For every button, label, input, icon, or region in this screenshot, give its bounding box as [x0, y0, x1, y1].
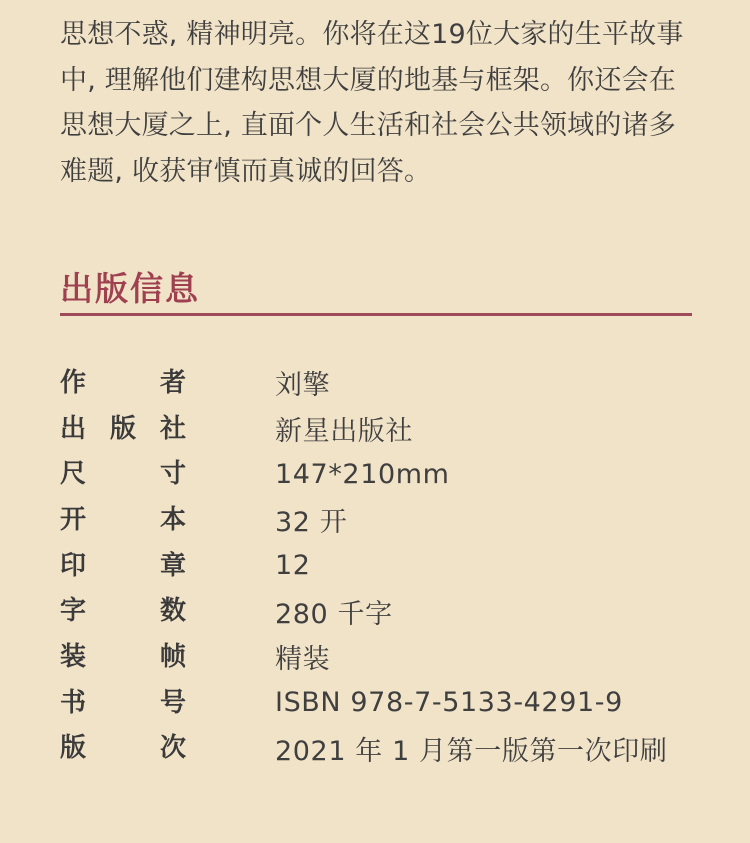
info-value-publisher: 新星出版社	[275, 416, 413, 448]
label-char: 号	[160, 687, 187, 718]
info-label	[60, 634, 275, 680]
intro-line: 思想不惑, 精神明亮。你将在这19位大家的生平故事	[60, 19, 684, 50]
label-char: 出	[60, 413, 87, 444]
label-char: 社	[160, 413, 187, 444]
info-value-format: 32 开	[275, 507, 348, 539]
info-row-author	[60, 360, 700, 406]
label-char: 字	[60, 596, 87, 627]
label-char: 尺	[60, 459, 87, 490]
info-row-binding	[60, 634, 700, 680]
info-row-format	[60, 497, 700, 543]
label-char: 章	[160, 550, 187, 581]
intro-line: 中, 理解他们建构思想大厦的地基与框架。你还会在	[60, 64, 676, 96]
info-value-size: 147*210mm	[275, 458, 450, 490]
label-char: 开	[60, 504, 87, 535]
label-char: 版	[60, 733, 87, 764]
info-row-isbn	[60, 680, 700, 726]
intro-line: 难题, 收获审慎而真诚的回答。	[60, 155, 432, 187]
info-label	[60, 543, 275, 589]
info-label	[60, 451, 275, 497]
label-char: 书	[60, 687, 87, 718]
publication-info-list	[60, 360, 700, 771]
section-title-publication-info: 出版信息	[60, 269, 200, 308]
info-value-word-count: 280 千字	[275, 598, 393, 630]
info-row-size	[60, 451, 700, 497]
info-label	[60, 726, 275, 772]
intro-paragraph	[60, 12, 700, 194]
label-char: 版	[110, 413, 137, 444]
info-value-printed-sheets: 12	[275, 550, 311, 582]
info-row-word-count	[60, 588, 700, 634]
label-char: 者	[160, 367, 187, 398]
label-char: 装	[60, 641, 87, 672]
label-char: 印	[60, 550, 87, 581]
label-char: 本	[160, 504, 187, 535]
section-divider	[60, 313, 692, 316]
label-char: 帧	[160, 641, 187, 672]
label-char: 作	[60, 367, 87, 398]
intro-line: 思想大厦之上, 直面个人生活和社会公共领域的诸多	[60, 110, 676, 141]
info-label	[60, 360, 275, 406]
info-value-isbn: ISBN 978-7-5133-4291-9	[275, 687, 623, 719]
info-row-edition	[60, 726, 700, 772]
info-value-author: 刘擎	[275, 370, 331, 402]
label-char: 寸	[160, 459, 187, 490]
info-row-publisher	[60, 406, 700, 452]
info-value-edition: 2021 年 1 月第一版第一次印刷	[275, 735, 668, 767]
info-row-printed-sheets	[60, 543, 700, 589]
info-label	[60, 680, 275, 726]
info-label	[60, 406, 275, 452]
label-char: 数	[160, 596, 187, 627]
info-value-binding: 精装	[275, 644, 331, 676]
label-char: 次	[160, 733, 187, 764]
info-label	[60, 588, 275, 634]
info-label	[60, 497, 275, 543]
